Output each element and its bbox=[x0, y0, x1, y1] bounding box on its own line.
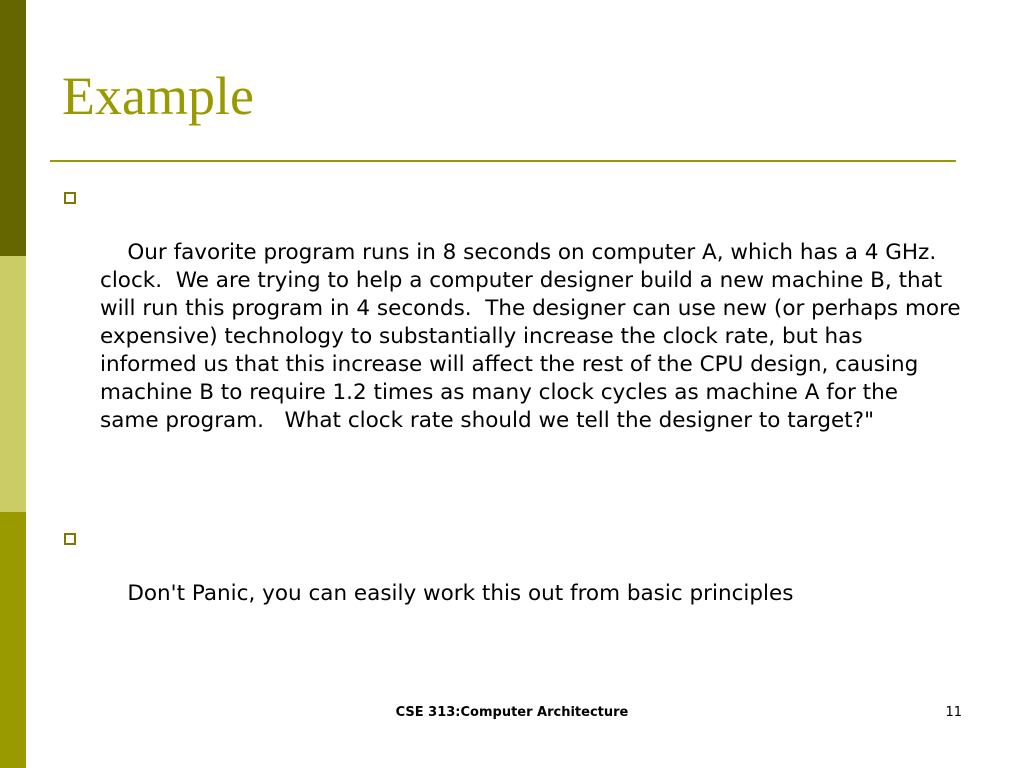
bullet-list bbox=[62, 183, 968, 636]
bullet-item bbox=[62, 183, 968, 463]
hollow-square-bullet-icon bbox=[64, 192, 76, 204]
side-bar-middle bbox=[0, 256, 26, 512]
side-bar-bottom bbox=[0, 512, 26, 768]
hollow-square-bullet-icon bbox=[64, 533, 76, 545]
bullet-text: Our favorite program runs in 8 seconds on computer A, which has a 4 GHz. clock. We are trying to help a computer designer build a new machine B, that will run this program in 4 seconds. The designer can use new (or perhaps more expensive) technology to substantially increase the clock rate, but has informed us that this increase will affect the rest of the CPU design, causing machine B to require 1.2 times as many clock cycles as machine A for the same program. What clock rate should we tell the designer to target?" bbox=[100, 240, 968, 433]
footer-course-title: CSE 313:Computer Architecture bbox=[395, 705, 629, 720]
slide-title: Example bbox=[62, 66, 254, 126]
slide-page-number: 11 bbox=[945, 705, 962, 720]
title-divider bbox=[50, 160, 956, 162]
bullet-text: Don't Panic, you can easily work this out from basic principles bbox=[127, 581, 794, 606]
side-bar-top bbox=[0, 0, 26, 256]
bullet-item bbox=[62, 524, 962, 636]
